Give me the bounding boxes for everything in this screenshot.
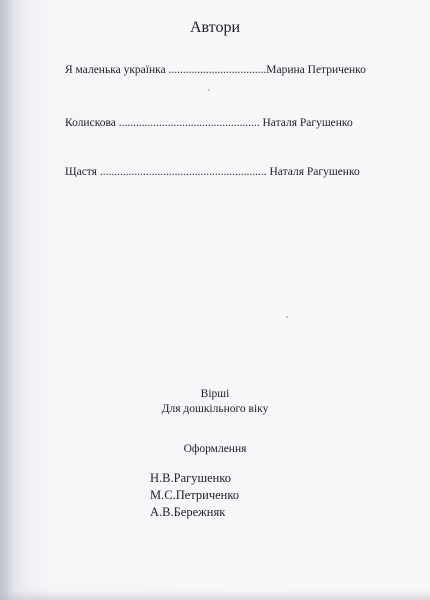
work-title: Я маленька українка bbox=[65, 64, 166, 76]
design-credits bbox=[150, 470, 239, 521]
work-author: Марина Петриченко bbox=[266, 64, 366, 76]
dot-leader: .................................. bbox=[168, 64, 267, 76]
dot-leader: .......................................................... bbox=[99, 166, 270, 178]
contents-row bbox=[65, 117, 353, 129]
audience-label: Для дошкільного віку bbox=[161, 403, 269, 415]
dot-leader: ................................................. bbox=[118, 117, 263, 129]
work-author: Наталя Рагушенко bbox=[262, 117, 353, 129]
contents-row bbox=[65, 64, 366, 76]
design-label: Оформлення bbox=[183, 443, 247, 455]
page-title: Автори bbox=[189, 19, 241, 36]
genre-label: Вірші bbox=[200, 388, 230, 400]
scan-edge-shadow bbox=[0, 0, 14, 600]
scan-bottom-shadow bbox=[0, 590, 430, 600]
credit-name: М.С.Петриченко bbox=[150, 488, 240, 502]
credit-name: Н.В.Рагушенко bbox=[150, 471, 232, 485]
work-title: Щастя bbox=[65, 166, 97, 178]
credit-name: А.В.Бережняк bbox=[150, 505, 226, 519]
work-author: Наталя Рагушенко bbox=[269, 166, 360, 178]
scan-speck bbox=[208, 89, 210, 91]
contents-row bbox=[65, 166, 360, 178]
work-title: Колискова bbox=[65, 117, 116, 129]
scan-speck bbox=[286, 316, 288, 318]
